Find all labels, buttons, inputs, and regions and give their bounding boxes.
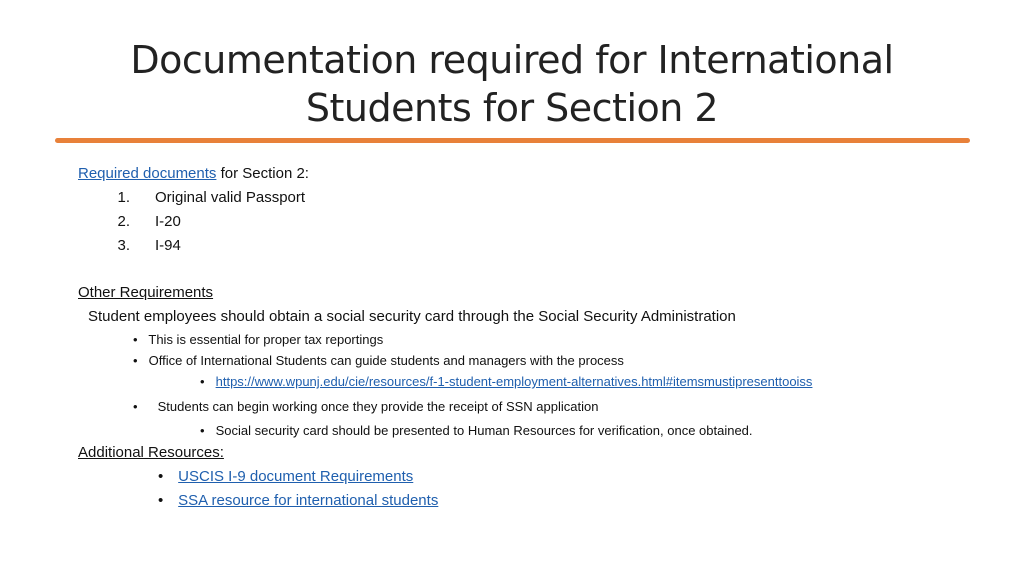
bullet-item [133, 332, 383, 348]
bullet-text: Social security card should be presented to Human Resources for verification, once obtained. [215, 423, 753, 438]
ssn-requirement-text: Student employees should obtain a social security card through the Social Security Administration [88, 308, 736, 325]
additional-resources-heading: Additional Resources: [78, 444, 224, 461]
list-number: 2. [117, 213, 130, 230]
bullet-icon: • [158, 468, 164, 485]
bullet-item [133, 399, 598, 415]
oiss-url-link[interactable]: https://www.wpunj.edu/cie/resources/f-1-student-employment-alternatives.html#itemsmustipresenttooiss [215, 374, 813, 389]
bullet-text: Students can begin working once they provide the receipt of SSN application [157, 399, 599, 414]
uscis-i9-link[interactable]: USCIS I-9 document Requirements [178, 468, 414, 485]
bullet-icon: • [133, 353, 138, 368]
list-item-text: I-94 [155, 237, 181, 254]
required-documents-line [78, 165, 309, 183]
required-documents-link[interactable]: Required documents [78, 165, 217, 182]
slide-title-line-1: Documentation required for International [130, 38, 894, 82]
bullet-icon: • [200, 374, 205, 389]
list-item-text: Original valid Passport [155, 189, 306, 206]
bullet-item [200, 423, 753, 439]
bullet-item [133, 353, 624, 369]
bullet-text: Office of International Students can guide students and managers with the process [148, 353, 624, 368]
bullet-text: This is essential for proper tax reportings [148, 332, 384, 347]
bullet-item [200, 374, 812, 390]
ssa-resource-link[interactable]: SSA resource for international students [178, 492, 439, 509]
list-number: 3. [117, 237, 130, 254]
bullet-icon: • [158, 492, 164, 509]
list-item-text: I-20 [155, 213, 181, 230]
bullet-icon: • [133, 332, 138, 347]
bullet-icon: • [200, 423, 205, 438]
bullet-item [158, 468, 413, 486]
required-documents-suffix: for Section 2: [216, 165, 309, 182]
list-number: 1. [117, 189, 130, 206]
bullet-item [158, 492, 438, 510]
other-requirements-heading: Other Requirements [78, 284, 214, 301]
slide-title-line-2: Students for Section 2 [305, 86, 719, 130]
bullet-icon: • [133, 399, 138, 414]
